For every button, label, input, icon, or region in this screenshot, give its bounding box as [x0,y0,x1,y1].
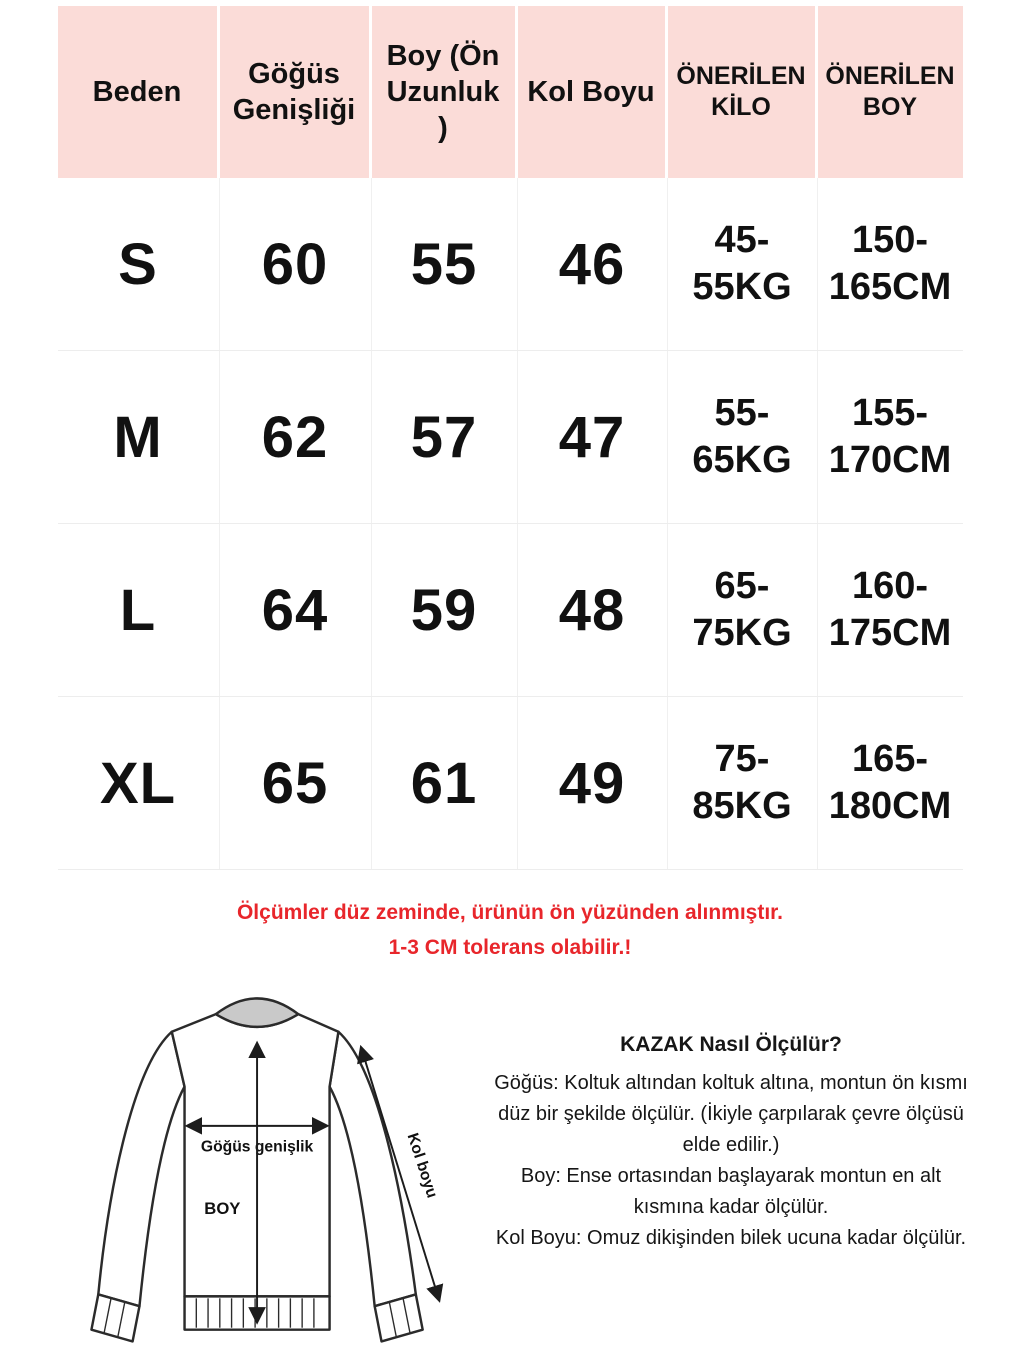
how-to-measure-block [480,971,990,1254]
cell-height: 155-170CM [828,391,952,481]
column-header-length: Boy (Ön Uzunluk ) [372,6,518,178]
cell-chest: 64 [220,524,372,696]
bottom-section [0,965,1020,1360]
cell-size: M [58,351,220,523]
column-header-weight: ÖNERİLEN KİLO [668,6,818,178]
cell-length: 57 [372,351,518,523]
sleeve-length-label: Kol boyu [403,1131,441,1201]
column-header-beden: Beden [58,6,220,178]
cell-chest: 62 [220,351,372,523]
cell-length: 59 [372,524,518,696]
note-line-2: 1-3 CM tolerans olabilir.! [388,935,632,959]
cell-weight: 45-55KG [668,178,818,350]
note-line-1: Ölçümler düz zeminde, ürünün ön yüzünden alınmıştır. [236,901,784,924]
size-table [58,6,963,870]
length-label: BOY [204,1199,241,1219]
sweater-right-sleeve [330,1032,416,1306]
cell-sleeve: 49 [518,697,668,869]
cell-sleeve: 46 [518,178,668,350]
how-to-measure-title: KAZAK Nasıl Ölçülür? [620,1033,842,1057]
sweater-measurement-diagram [40,971,480,1360]
column-header-height: ÖNERİLEN BOY [818,6,963,178]
cell-height: 150-165CM [828,218,952,308]
cell-size: L [58,524,220,696]
cell-sleeve: 47 [518,351,668,523]
cell-weight: 75-85KG [668,697,818,869]
sweater-left-sleeve [98,1032,184,1306]
table-row [58,178,963,351]
how-to-sleeve-text: Kol Boyu: Omuz dikişinden bilek ucuna kadar ölçülür. [495,1226,967,1249]
column-header-chest: Göğüs Genişliği [220,6,372,178]
cell-size: XL [58,697,220,869]
cell-height: 160-175CM [828,564,952,654]
cell-chest: 60 [220,178,372,350]
table-row [58,351,963,524]
cell-size: S [58,178,220,350]
column-header-sleeve: Kol Boyu [518,6,668,178]
table-body [58,178,963,870]
chest-width-label: Göğüs genişlik [200,1138,314,1156]
measurement-notes [0,896,1020,965]
cell-height: 165-180CM [828,737,952,827]
cell-weight: 55-65KG [668,351,818,523]
cell-sleeve: 48 [518,524,668,696]
cell-length: 61 [372,697,518,869]
cell-length: 55 [372,178,518,350]
table-row [58,524,963,697]
cell-weight: 65-75KG [668,524,818,696]
cell-chest: 65 [220,697,372,869]
sweater-diagram-svg [40,971,480,1360]
how-to-length-text: Boy: Ense ortasından başlayarak montun en alt kısmına kadar ölçülür. [520,1164,942,1218]
how-to-chest-text: Göğüs: Koltuk altından koltuk altına, montun ön kısmı düz bir şekilde ölçülür. (İkiyle çarpılarak çevre ölçüsü elde edilir.) [494,1071,968,1156]
table-header-row [58,6,963,178]
table-row [58,697,963,870]
